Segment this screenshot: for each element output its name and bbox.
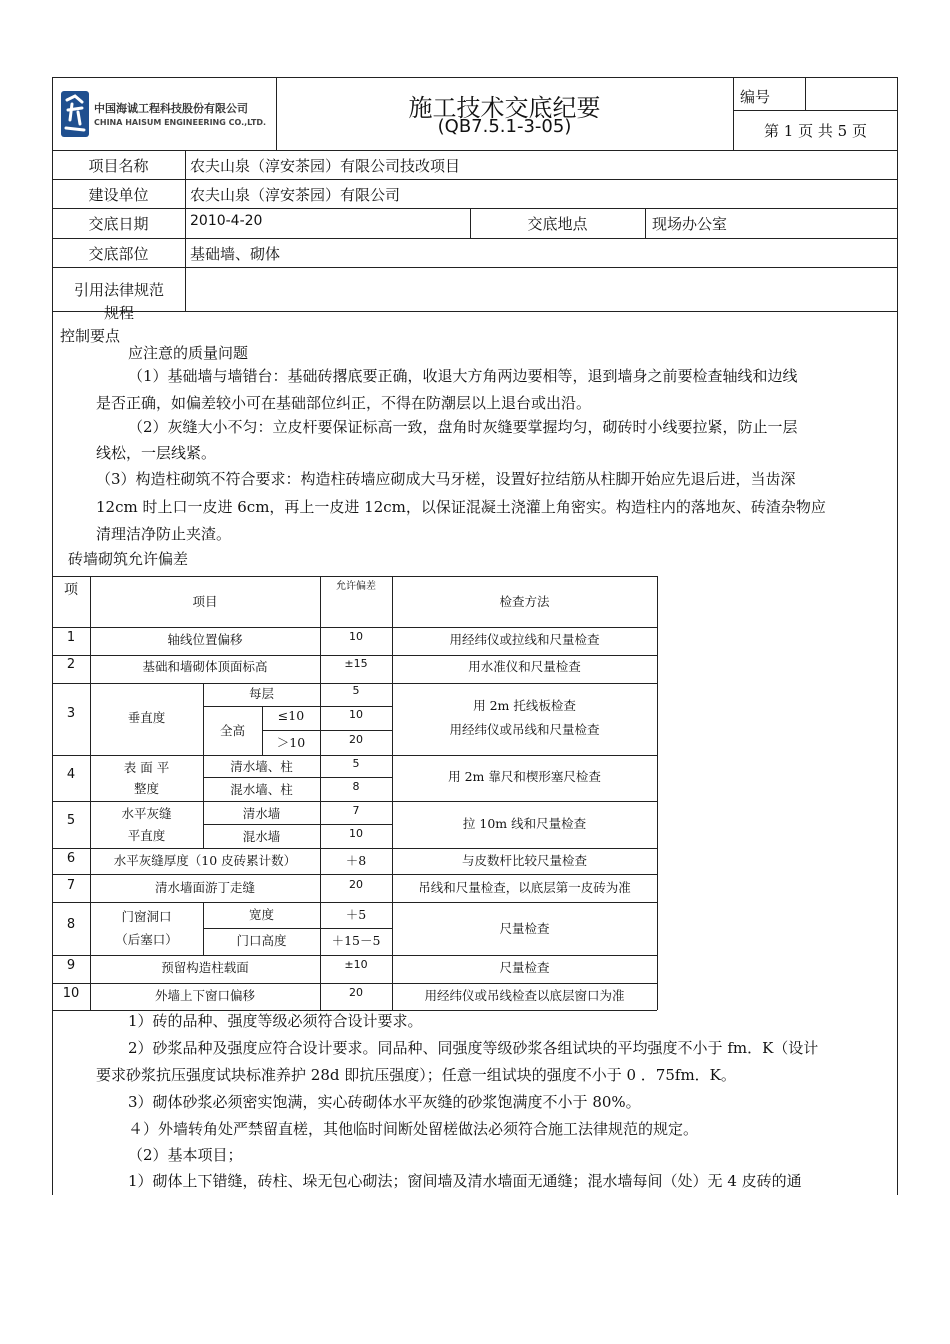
table-row-3-tol1: 5 bbox=[352, 684, 360, 697]
th-tol: 允许偏差 bbox=[336, 581, 376, 592]
table-row-5-tol1: 7 bbox=[352, 804, 360, 817]
after-2-line-1: 2）砂浆品种及强度应符合设计要求。同品种、同强度等级砂浆各组试块的平均强度不小于 fm．K（设计 bbox=[128, 1039, 819, 1057]
law-label: 引用法律规范 bbox=[73, 281, 164, 299]
doc-code: (QB7.5.1-3-05) bbox=[437, 116, 572, 137]
number-label: 编号 bbox=[740, 88, 771, 106]
table-row-9-item: 预留构造柱载面 bbox=[161, 960, 249, 975]
table-row-4-tol2: 8 bbox=[352, 780, 360, 793]
project-value: 农夫山泉（淳安茶园）有限公司技改项目 bbox=[190, 157, 461, 175]
frame-right bbox=[897, 77, 898, 1195]
frame-header-bottom bbox=[52, 150, 898, 151]
date-value: 2010-4-20 bbox=[190, 213, 263, 229]
th-no: 项 bbox=[64, 582, 78, 598]
haisum-seal-icon bbox=[60, 90, 90, 138]
after-5: （2）基本项目； bbox=[128, 1146, 243, 1164]
header-vline-3 bbox=[805, 77, 806, 110]
table-row-8-method: 尺量检查 bbox=[499, 921, 550, 936]
logo-en-text: CHINA HAISUM ENGINEERING CO.,LTD. bbox=[94, 118, 267, 127]
law-label-cell bbox=[53, 268, 185, 322]
table-row-5-sub1: 清水墙 bbox=[242, 806, 281, 821]
p3-line-2: 12cm 时上口一皮进 6cm，再上一皮进 12cm，以保证混凝土浇灌上角密实。构造柱内的落地灰、砖渣杂物应 bbox=[96, 498, 826, 516]
p2-line-1: （2）灰缝大小不匀：立皮杆要保证标高一致，盘角时灰缝要掌握均匀，砌砖时小线要拉紧，防止一层 bbox=[128, 418, 798, 436]
table-heading: 砖墙砌筑允许偏差 bbox=[68, 550, 189, 568]
table-row-6-tol: ＋8 bbox=[345, 853, 367, 868]
table-row-4-item2: 整度 bbox=[133, 781, 159, 796]
table-row-3-sub1: 每层 bbox=[248, 686, 274, 701]
table-row-3-sub2: 全高 bbox=[219, 723, 245, 738]
after-1: 1）砖的品种、强度等级必须符合设计要求。 bbox=[128, 1012, 423, 1030]
control-label: 控制要点 bbox=[60, 327, 121, 345]
table-row-3-method2: 用经纬仪或吊线和尺量检查 bbox=[449, 722, 600, 737]
table-row-9-tol: ±10 bbox=[344, 958, 368, 971]
table-row-7-item: 清水墙面游丁走缝 bbox=[154, 880, 255, 895]
table-row-2-no: 2 bbox=[66, 657, 76, 672]
table-row-5-item1: 水平灰缝 bbox=[121, 806, 172, 821]
builder-value: 农夫山泉（淳安茶园）有限公司 bbox=[190, 186, 401, 204]
table-row-3-item: 垂直度 bbox=[127, 710, 166, 725]
part-label: 交底部位 bbox=[88, 245, 149, 263]
table-row-3-tol2a: 10 bbox=[349, 708, 363, 721]
table-row-8-tol2: ＋15－5 bbox=[331, 933, 381, 948]
p3-line-1: （3）构造柱砌筑不符合要求：构造柱砖墙应砌成大马牙槎，设置好拉结筋从柱脚开始应先退后进，当齿深 bbox=[96, 470, 796, 488]
table-row-6-item: 水平灰缝厚度（10 皮砖累计数） bbox=[113, 853, 297, 868]
table-row-4-sub2: 混水墙、柱 bbox=[230, 782, 293, 797]
table-row-5-no: 5 bbox=[66, 813, 76, 828]
p1-line-1: （1）基础墙与墙错台：基础砖撂底要正确，收退大方角两边要相等，退到墙身之前要检查轴线和边线 bbox=[128, 367, 798, 385]
header-mid-right bbox=[733, 110, 898, 111]
table-row-8-item2: （后塞口） bbox=[115, 932, 178, 947]
after-4: ４）外墙转角处严禁留直槎，其他临时间断处留槎做法必须符合施工法律规范的规定。 bbox=[128, 1120, 699, 1138]
table-row-2-method: 用水准仪和尺量检查 bbox=[468, 659, 581, 674]
table-row-6-method: 与皮数杆比较尺量检查 bbox=[461, 853, 587, 868]
table-row-1-tol: 10 bbox=[349, 630, 363, 643]
date-label: 交底日期 bbox=[88, 215, 149, 233]
table-row-3-sub2a: ≤10 bbox=[277, 708, 305, 723]
after-2-line-2: 要求砂浆抗压强度试块标准养护 28d 即抗压强度）；任意一组试块的强度不小于 0 ．75fm．K。 bbox=[96, 1066, 736, 1084]
quality-heading: 应注意的质量问题 bbox=[128, 344, 249, 362]
table-row-9-no: 9 bbox=[66, 958, 76, 973]
table-row-1-no: 1 bbox=[66, 630, 76, 645]
logo-cn-text: 中国海诚工程科技股份有限公司 bbox=[94, 102, 248, 115]
table-row-8-sub2: 门口高度 bbox=[236, 933, 287, 948]
table-row-3-tol2b: 20 bbox=[349, 733, 363, 746]
table-row-8-sub1: 宽度 bbox=[248, 907, 274, 922]
after-3: 3）砌体砂浆必须密实饱满，实心砖砌体水平灰缝的砂浆饱满度不小于 80%。 bbox=[128, 1093, 641, 1111]
doc-title: 施工技术交底纪要 bbox=[408, 94, 601, 122]
project-label: 项目名称 bbox=[88, 157, 149, 175]
table-row-10-item: 外墙上下窗口偏移 bbox=[154, 988, 255, 1003]
place-label: 交底地点 bbox=[527, 215, 588, 233]
row-line-2 bbox=[52, 208, 898, 209]
table-row-8-item1: 门窗洞口 bbox=[121, 909, 172, 924]
after-6: 1）砌体上下错缝，砖柱、垛无包心砌法；窗间墙及清水墙面无通缝；混水墙每间（处）无 4 皮砖的通 bbox=[128, 1172, 802, 1190]
table-row-2-item: 基础和墙砌体顶面标高 bbox=[142, 659, 268, 674]
table-row-1-item: 轴线位置偏移 bbox=[167, 632, 243, 647]
company-logo bbox=[60, 88, 270, 140]
table-row-6-no: 6 bbox=[66, 851, 76, 866]
table-row-4-sub1: 清水墙、柱 bbox=[230, 759, 293, 774]
p1-line-2: 是否正确，如偏差较小可在基础部位纠正，不得在防潮层以上退台或出沿。 bbox=[96, 394, 592, 412]
table-row-4-item1: 表 面 平 bbox=[123, 760, 170, 775]
table-row-5-sub2: 混水墙 bbox=[242, 829, 281, 844]
table-row-10-tol: 20 bbox=[349, 986, 363, 999]
table-row-9-method: 尺量检查 bbox=[499, 960, 550, 975]
table-row-2-tol: ±15 bbox=[344, 657, 368, 670]
row-line-1 bbox=[52, 179, 898, 180]
table-row-4-method: 用 2m 靠尺和楔形塞尺检查 bbox=[448, 769, 601, 784]
table-row-7-tol: 20 bbox=[349, 878, 363, 891]
table-row-4-tol1: 5 bbox=[352, 757, 360, 770]
table-row-10-method: 用经纬仪或吊线检查以底层窗口为准 bbox=[424, 988, 625, 1003]
p3-line-3: 清理洁净防止夹渣。 bbox=[96, 525, 232, 543]
table-row-3-no: 3 bbox=[66, 706, 76, 721]
table-row-5-tol2: 10 bbox=[349, 827, 363, 840]
table-row-8-no: 8 bbox=[66, 917, 76, 932]
part-value: 基础墙、砌体 bbox=[190, 245, 281, 263]
table-row-7-method: 吊线和尺量检查，以底层第一皮砖为准 bbox=[418, 880, 631, 895]
table-row-1-method: 用经纬仪或拉线和尺量检查 bbox=[449, 632, 600, 647]
table-row-3-method1: 用 2m 托线板检查 bbox=[473, 698, 576, 713]
table-row-4-no: 4 bbox=[66, 767, 76, 782]
table-row-5-method: 拉 10m 线和尺量检查 bbox=[462, 816, 587, 831]
table-row-7-no: 7 bbox=[66, 878, 76, 893]
info-vline-label bbox=[185, 150, 186, 311]
th-method: 检查方法 bbox=[499, 594, 550, 609]
law-label-2: 规程 bbox=[103, 304, 134, 322]
table-row-8-tol1: ＋5 bbox=[345, 907, 367, 922]
info-vline-date-2 bbox=[645, 208, 646, 238]
row-line-3 bbox=[52, 238, 898, 239]
page-info: 第 1 页 共 5 页 bbox=[764, 122, 867, 140]
table-row-10-no: 10 bbox=[62, 986, 80, 1001]
table-row-3-sub2b: ＞10 bbox=[276, 735, 306, 750]
th-item: 项目 bbox=[192, 594, 218, 609]
p2-line-2: 线松，一层线紧。 bbox=[96, 444, 217, 462]
frame-top bbox=[52, 77, 898, 78]
table-row-5-item2: 平直度 bbox=[127, 828, 166, 843]
builder-label: 建设单位 bbox=[88, 186, 149, 204]
place-value: 现场办公室 bbox=[652, 215, 728, 233]
